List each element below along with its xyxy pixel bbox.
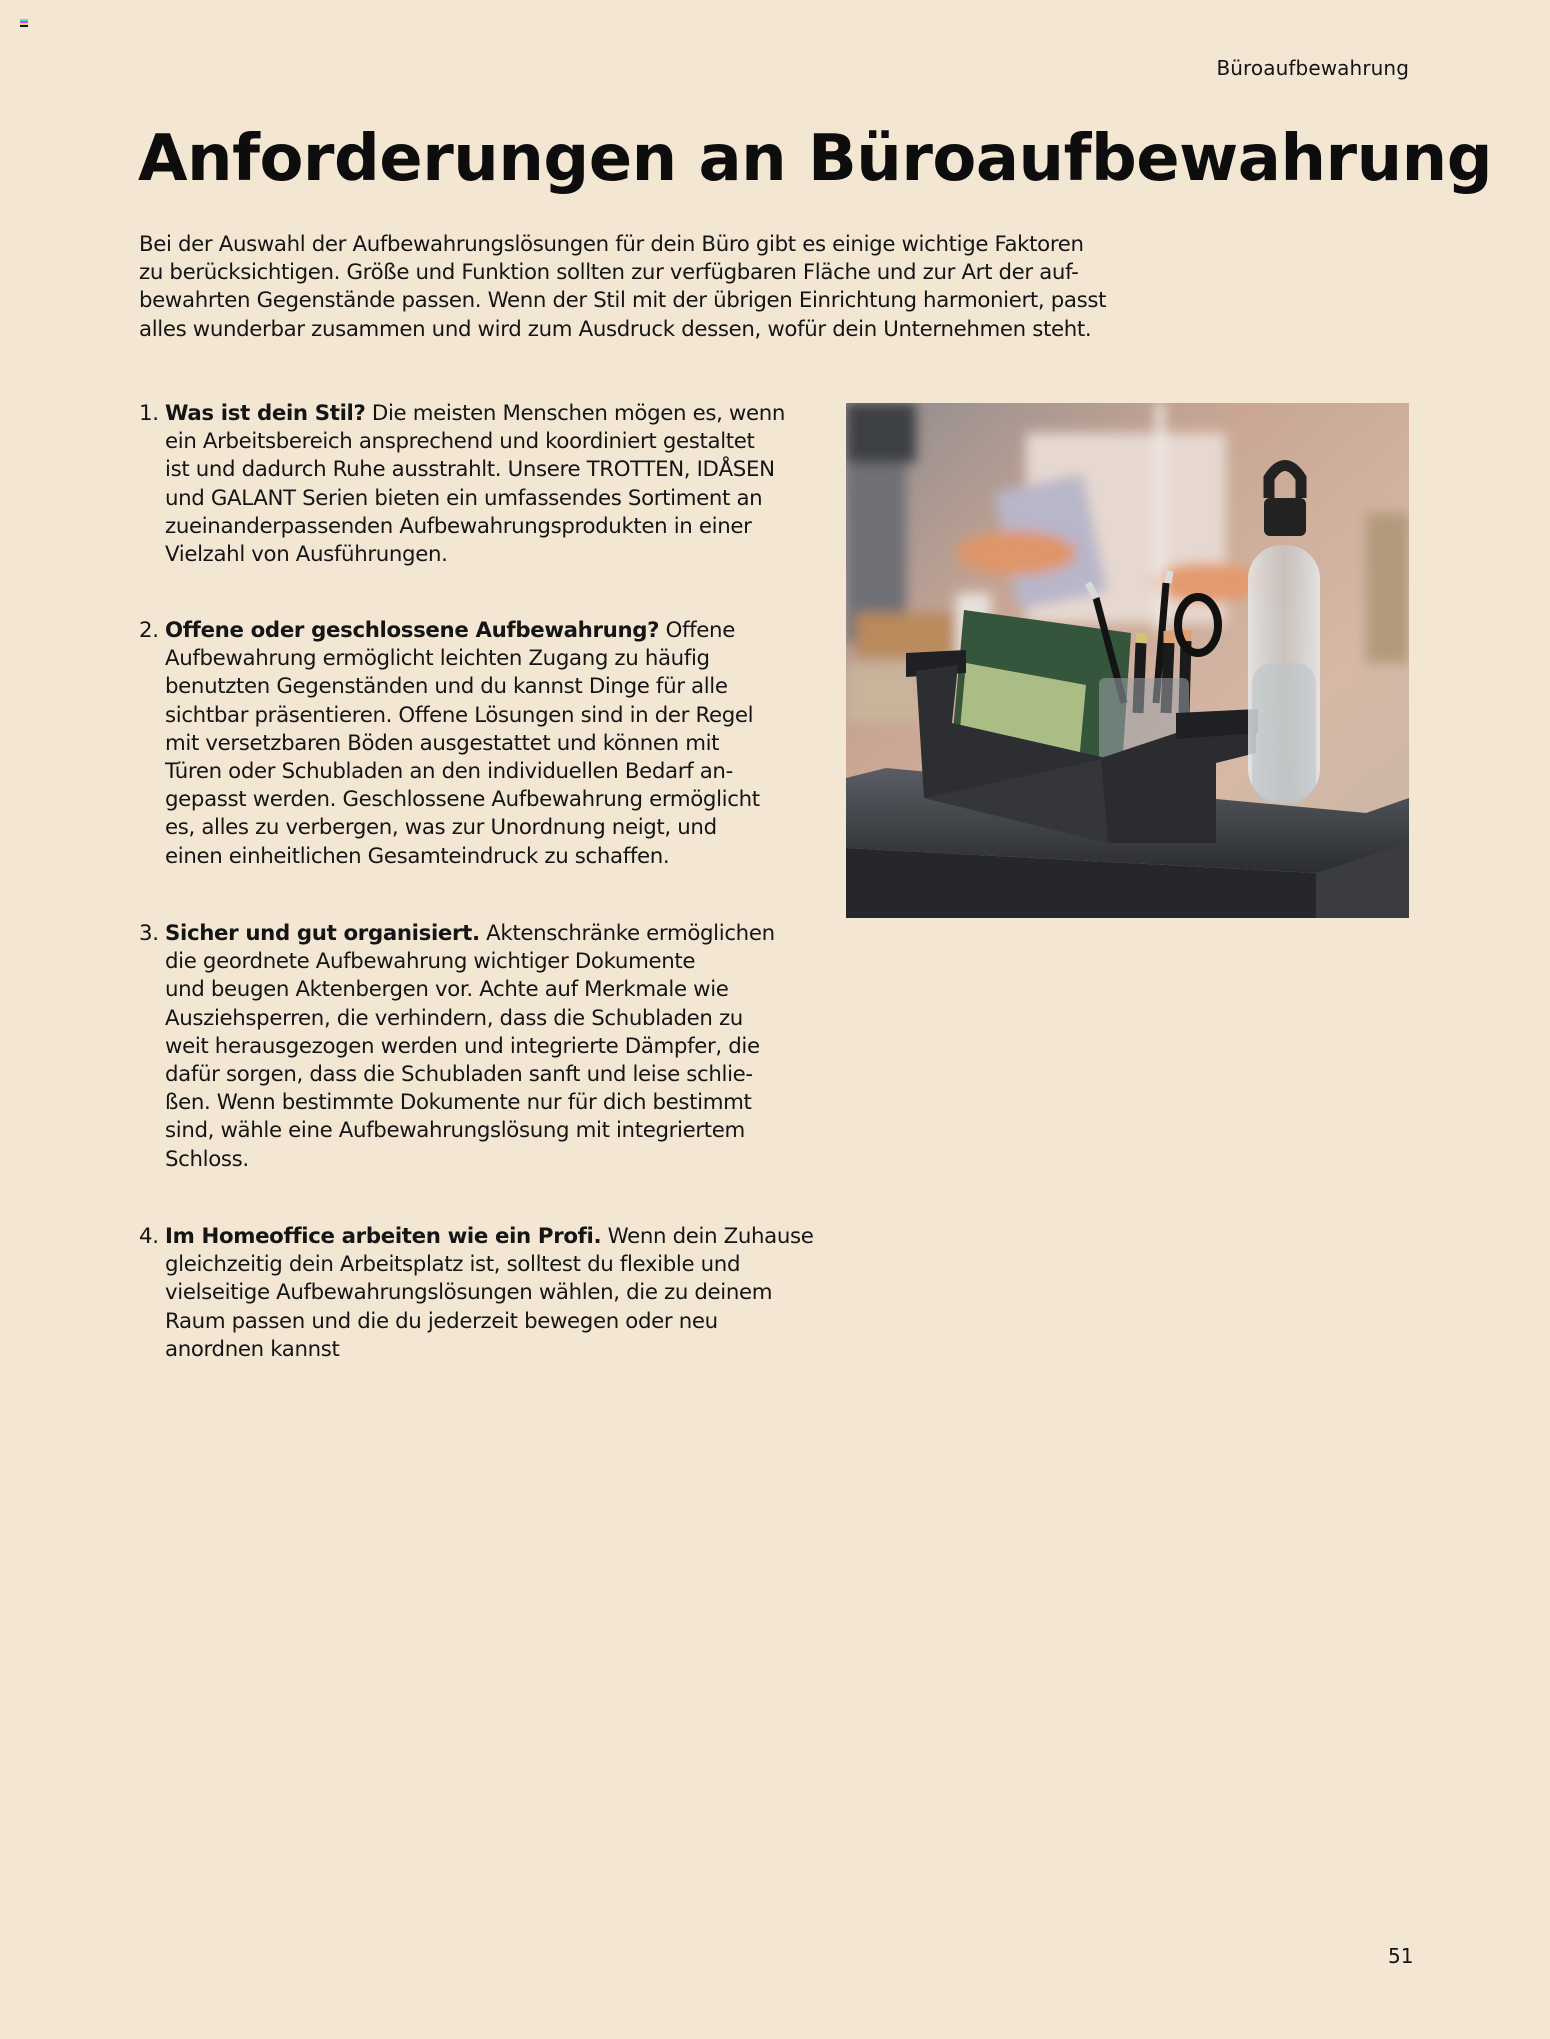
item-text: Die meisten Menschen mögen es, wenn [365,401,786,426]
item-text: einen einheitlichen Gesamteindruck zu schaffen. [165,843,670,869]
item-text: und beugen Aktenbergen vor. Achte auf Merkmale wie [165,977,729,1003]
item-text: gepasst werden. Geschlossene Aufbewahrung ermöglicht [165,787,760,813]
item-text: sind, wähle eine Aufbewahrungslösung mit integriertem [165,1118,745,1144]
print-registration-mark-icon [20,19,28,28]
item-text: ein Arbeitsbereich ansprechend und koordiniert gestaltet [165,429,755,455]
list-number: 1. [139,401,159,426]
item-text: es, alles zu verbergen, was zur Unordnung neigt, und [165,815,717,841]
item-text: Schloss. [165,1146,249,1172]
page-number: 51 [1388,1944,1414,1968]
item-heading: Offene oder geschlossene Aufbewahrung? [165,618,660,643]
intro-line: Bei der Auswahl der Aufbewahrungslösungen für dein Büro gibt es einige wichtige Faktoren [139,232,1084,257]
item-text: weit herausgezogen werden und integrierte Dämpfer, die [165,1033,760,1059]
intro-paragraph [139,231,1179,344]
item-text: mit versetzbaren Böden ausgestattet und können mit [165,730,720,756]
item-text: Ausziehsperren, die verhindern, dass die Schubladen zu [165,1005,743,1031]
item-text: ßen. Wenn bestimmte Dokumente nur für dich bestimmt [165,1090,752,1116]
item-text: vielseitige Aufbewahrungslösungen wählen, die zu deinem [165,1280,773,1306]
item-text: Wenn dein Zuhause [601,1224,814,1249]
intro-line: zu berücksichtigen. Größe und Funktion sollten zur verfügbaren Fläche und zur Art der auf- [139,260,1079,286]
item-text: dafür sorgen, dass die Schubladen sanft und leise schlie- [165,1062,753,1088]
list-item [139,1223,839,1364]
section-label: Büroaufbewahrung [1216,56,1409,80]
page-title: Anforderungen an Büroaufbewahrung [138,122,1493,196]
item-heading: Was ist dein Stil? [165,401,366,426]
item-text: ist und dadurch Ruhe ausstrahlt. Unsere TROTTEN, IDÅSEN [165,457,775,483]
list-item [139,920,839,1174]
item-text: sichtbar präsentieren. Offene Lösungen sind in der Regel [165,702,754,728]
item-text: benutzten Gegenständen und du kannst Dinge für alle [165,674,728,700]
item-text: Offene [659,618,735,643]
item-text: anordnen kannst [165,1336,340,1362]
item-text: Raum passen und die du jederzeit bewegen oder neu [165,1308,718,1334]
list-number: 3. [139,921,159,946]
list-number: 2. [139,618,159,643]
desk-organizer-photo-illustration [846,403,1409,918]
intro-line: bewahrten Gegenstände passen. Wenn der Stil mit der übrigen Einrichtung harmoniert, passt [139,288,1107,314]
intro-line: alles wunderbar zusammen und wird zum Ausdruck dessen, wofür dein Unternehmen steht. [139,316,1092,342]
item-text: die geordnete Aufbewahrung wichtiger Dokumente [165,949,696,975]
item-heading: Sicher und gut organisiert. [165,921,480,946]
item-text: gleichzeitig dein Arbeitsplatz ist, solltest du flexible und [165,1252,741,1278]
list-number: 4. [139,1224,159,1249]
list-item [139,400,839,569]
item-text: Aktenschränke ermöglichen [479,921,775,946]
item-text: Vielzahl von Ausführungen. [165,542,448,568]
item-heading: Im Homeoffice arbeiten wie ein Profi. [165,1224,602,1249]
item-text: Türen oder Schubladen an den individuellen Bedarf an- [165,759,733,785]
list-item [139,617,839,871]
item-text: Aufbewahrung ermöglicht leichten Zugang zu häufig [165,646,710,672]
product-photo [846,403,1409,918]
item-text: zueinanderpassenden Aufbewahrungsprodukten in einer [165,513,752,539]
item-text: und GALANT Serien bieten ein umfassendes Sortiment an [165,485,763,511]
